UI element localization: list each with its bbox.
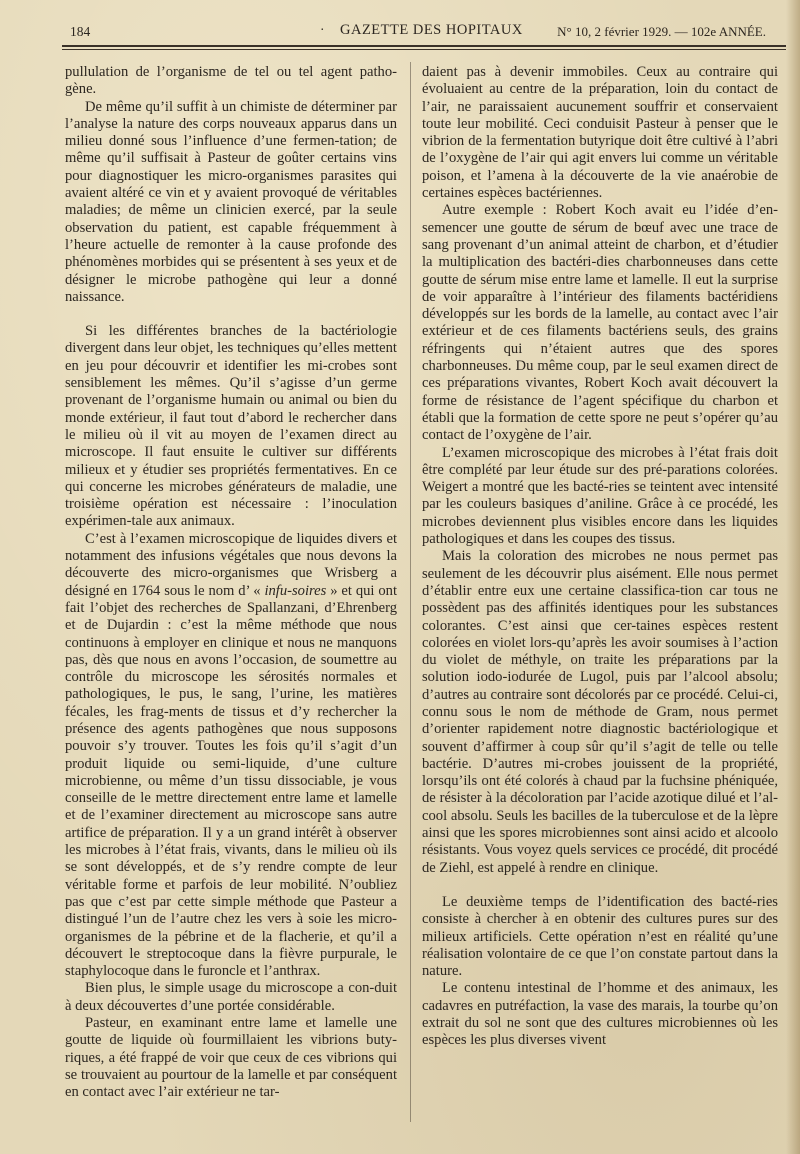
header-rule-thin <box>62 49 786 50</box>
journal-title: GAZETTE DES HOPITAUX <box>340 22 523 38</box>
paragraph: pullulation de l’organisme de tel ou tel agent patho-gène. <box>65 64 397 98</box>
paragraph: daient pas à devenir immobiles. Ceux au contraire qui évoluaient au centre de la préparation, loin du contact de l’air, ne paraissaient aucunement souffrir et conservaient toute leur mobilité. Ceci conduisit Pasteur à penser que le vibrion de la fermentation butyrique doit être cultivé à l’abri de l’oxygène de l’air qui agit envers lui comme un véritable poison, et l’amena à la découverte de la vie anaérobie de certaines espèces bactériennes. <box>422 64 778 202</box>
column-divider <box>410 62 411 1122</box>
left-column <box>65 64 397 1102</box>
paragraph: Bien plus, le simple usage du microscope a con-duit à deux découvertes d’une portée considérable. <box>65 980 397 1014</box>
italic-term: infu-soires <box>264 582 327 599</box>
paragraph: Le contenu intestinal de l’homme et des animaux, les cadavres en putréfaction, la vase des marais, la tourbe qu’on extrait du sol ne sont que des cultures microbiennes où les espèces les plus diverses vivent <box>422 980 778 1049</box>
page-header <box>58 22 782 44</box>
page-number: 184 <box>70 24 91 39</box>
header-rule-thick <box>62 45 786 47</box>
page-edge-shadow <box>786 0 800 1154</box>
issue-info: N° 10, 2 février 1929. — 102e ANNÉE. <box>557 24 766 39</box>
text-run: » et qui ont fait l’objet des recherches de Spallanzani, d’Ehrenberg et de Dujardin : c’est la même méthode que nous continuons à employer en clinique et nous ne manquons pas, dès que nous en avons l’occasion, de soumettre au contrôle du microscope les sérosités normales et pathologiques, le pus, le sang, l’urine, les matières fécales, les frag-ments de tissus et d’y rechercher la présence des agents pathogènes que nous supposons pouvoir s’y trouver. Toutes les fois qu’il s’agit d’un produit liquide ou semi-liquide, d’une culture microbienne, ou même d’un tissu dissociable, je vous conseille de le mettre directement entre lame et lamelle et de l’examiner directement au microscope sans autre artifice de préparation. Il y a un grand intérêt à observer les microbes à l’état frais, vivants, dans le milieu où ils se sont développés, et de s’y rendre compte de leur véritable forme et parfois de leur mobilité. N’oubliez pas que c’est par cette simple méthode que Pasteur a distingué l’un de l’autre chez les vers à soie les micro-organismes de la pébrine et de la flacherie, et qu’il a découvert le streptocoque dans la fièvre purpurale, le staphylocoque dans le furoncle et l’anthrax. <box>65 582 397 980</box>
paragraph: Pasteur, en examinant entre lame et lamelle une goutte de liquide où fourmillaient les vibrions buty-riques, a été frappé de voir que ceux de ces vibrions qui se trouvaient au pourtour de la lamelle et par conséquent en contact avec l’air extérieur ne tar- <box>65 1015 397 1101</box>
paragraph: Autre exemple : Robert Koch avait eu l’idée d’en-semencer une goutte de sérum de bœuf avec une trace de sang provenant d’un animal atteint de charbon, et d’étudier la multiplication des bactéri-dies charbonneuses dans cette goutte de sérum mise entre lame et lamelle. Il eut la surprise de voir apparaître à l’intérieur des filaments bactéridiens développés sur les bords de la lamelle, au contact avec l’air extérieur et de ces filaments bactériens seuls, des grains réfringents qui n’étaient autres que des spores charbonneuses. Du même coup, par le seul examen direct de ces préparations vivantes, Robert Koch avait découvert la forme de résistance de l’agent spécifique du charbon et établi que la formation de cette spore ne peut s’opérer qu’au contact de l’oxygène de l’air. <box>422 202 778 444</box>
paragraph: L’examen microscopique des microbes à l’état frais doit être complété par leur étude sur des pré-parations colorées. Weigert a montré que les bacté-ries se teintent avec intensité par les couleurs basiques d’aniline. Grâce à ce procédé, les microbes deviennent plus visibles encore dans les liquides pathologiques et dans les coupes des tissus. <box>422 444 778 548</box>
paragraph: De même qu’il suffit à un chimiste de déterminer par l’analyse la nature des corps nouveaux apparus dans un milieu donné sous l’influence d’une fermen-tation; de même qu’il suffisait à Pasteur de goûter certains vins pour diagnostiquer les micro-organismes parasites qui avaient altéré ce vin et y avaient provoqué de véritables maladies; de même un clinicien exercé, par la seule observation du patient, est capable fréquemment à l’heure actuelle de remonter à la cause profonde des phénomènes morbides qui se présentent à ses yeux et de désigner le microbe pathogène qui leur a donné naissance. <box>65 98 397 305</box>
right-column <box>422 64 778 1050</box>
text-run: C’est à l’examen microscopique de liquides divers et notamment des infusions végétales que nous devons la découverte des micro-organismes que Wrisberg a désigné en 1764 sous le nom d’ « <box>65 530 397 599</box>
header-dot: · <box>320 22 325 37</box>
paragraph <box>65 531 397 981</box>
paragraph: Le deuxième temps de l’identification des bacté-ries consiste à chercher à en obtenir des cultures pures sur des milieux artificiels. Cette opération n’est en réalité qu’une réalisation volontaire de ce que l’on constate partout dans la nature. <box>422 893 778 980</box>
paragraph: Si les différentes branches de la bactériologie divergent dans leur objet, les techniques qu’elles mettent en jeu pour découvrir et identifier les mi-crobes sont sensiblement les mêmes. Qu’il s’agisse d’un germe provenant de l’organisme humain ou animal ou bien du monde extérieur, il faut tout d’abord le rechercher dans le milieu où il vit au moyen de l’examen direct au microscope. Il faut ensuite le cultiver sur différents milieux et y étudier ses propriétés fermentatives. En ce qui concerne les microbes générateurs de maladie, une troisième opération est nécessaire : l’inoculation expérimen-tale aux animaux. <box>65 323 397 530</box>
paragraph: Mais la coloration des microbes ne nous permet pas seulement de les découvrir plus aisément. Elle nous permet d’établir entre eux une certaine classifica-tion car tous ne possèdent pas des affinités identiques pour les substances colorantes. C’est ainsi que cer-taines espèces restent colorées en violet lors-qu’après les avoir soumises à l’action du violet de méthyle, on traite les préparations par la solution iodo-iodurée de Lugol, puis par l’alcool absolu; d’autres au contraire sont décolorés par ce procédé. Celui-ci, connu sous le nom de méthode de Gram, nous permet d’orienter rapidement notre diagnostic bactériologique et souvent d’affirmer à coup sûr qu’il s’agit de telle ou telle bactérie. D’autres mi-crobes jouissent de la propriété, lorsqu’ils ont été colorés à chaud par la fuchsine phéniquée, de résister à la décoloration par l’acide azotique dilué et l’al-cool absolu. Seuls les bacilles de la tuberculose et de la lèpre ainsi que les spores microbiennes sont ainsi acido et alcoolo résistants. Vous voyez quels services ce procédé, dit procédé de Ziehl, est appelé à rendre en clinique. <box>422 548 778 876</box>
